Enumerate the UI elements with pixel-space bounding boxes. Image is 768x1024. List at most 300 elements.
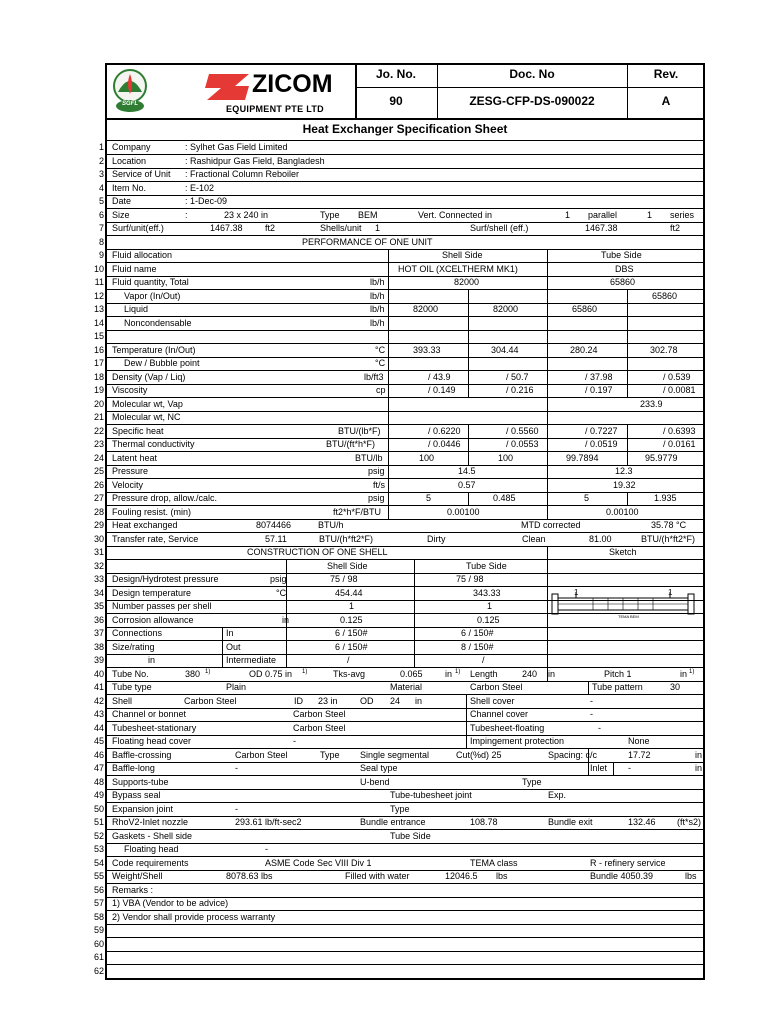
row-40-cell: Tube No. (112, 668, 149, 679)
row-rule (105, 478, 705, 479)
row-19-cell: / 0.149 (428, 385, 456, 395)
row-rule (105, 951, 705, 952)
row-55-cell: lbs (685, 871, 697, 881)
row-rule (105, 681, 705, 682)
row-19-cell: / 0.216 (506, 385, 534, 395)
row-number: 44 (93, 722, 104, 733)
row-16-cell: Temperature (In/Out) (112, 344, 196, 355)
row-rule (105, 424, 705, 425)
row-51-cell: 108.78 (470, 817, 498, 827)
row-number: 31 (93, 547, 104, 557)
row-number: 10 (93, 263, 104, 274)
row-16-cell: 393.33 (413, 344, 441, 355)
row-18-cell: lb/ft3 (364, 371, 384, 382)
row-42-cell: Shell (112, 695, 133, 706)
row-1-cell: : Sylhet Gas Field Limited (185, 142, 288, 152)
row-26-cell: ft/s (373, 479, 386, 490)
row-27-cell: psig (368, 493, 385, 503)
row-51-cell: (ft*s2) (677, 817, 702, 827)
row-45-cell: Floating head cover (112, 736, 192, 746)
row-rule (105, 168, 705, 169)
row-13-cell: lb/h (370, 304, 385, 314)
row-number: 19 (93, 385, 104, 395)
row-40-cell: 1) (302, 668, 308, 675)
row-53-cell: - (265, 844, 268, 854)
row-14-cell: lb/h (370, 317, 385, 328)
row-number: 12 (93, 290, 104, 301)
row-50-cell: - (235, 803, 238, 814)
row-number: 14 (93, 317, 104, 328)
row-rule (105, 883, 705, 884)
row-rule (105, 775, 705, 776)
row-21-cell: Molecular wt, NC (112, 412, 181, 422)
row-40-cell: Pitch 1 (604, 668, 632, 679)
row-52-cell: Gaskets - Shell side (112, 830, 193, 841)
row-48-cell: U-bend (360, 776, 390, 787)
row-rule (105, 748, 705, 749)
row-rule (105, 897, 705, 898)
row-16-cell: 304.44 (491, 344, 519, 355)
row-4-cell: : E-102 (185, 182, 215, 193)
row-rule (105, 924, 705, 925)
row-30-cell: Dirty (427, 533, 446, 544)
row-57-cell: 1) VBA (Vendor to be advice) (112, 898, 229, 908)
row-38-cell: Out (226, 641, 241, 652)
row-rule (105, 370, 705, 371)
row-number: 21 (93, 412, 104, 422)
row-53-cell: Floating head (124, 844, 179, 854)
row-4-cell: Item No. (112, 182, 147, 193)
row-10-cell: Fluid name (112, 263, 157, 274)
row-33-cell: 75 / 98 (456, 574, 484, 584)
row-42-cell: ID (294, 695, 303, 706)
row-19-cell: Viscosity (112, 385, 148, 395)
row-23-cell: / 0.0553 (506, 439, 539, 449)
row-number: 56 (93, 884, 104, 895)
row-45-cell: None (628, 736, 650, 746)
row-29-cell: 8074466 (256, 520, 292, 530)
row-number: 52 (93, 830, 104, 841)
row-41-cell: Tube pattern (592, 682, 643, 692)
row-16-cell: 280.24 (570, 344, 598, 355)
row-rule (105, 667, 705, 668)
col-rule (588, 681, 589, 695)
row-16-cell: 302.78 (650, 344, 678, 355)
row-number: 49 (93, 790, 104, 800)
row-33-cell: Design/Hydrotest pressure (112, 574, 219, 584)
row-46-cell: in (695, 749, 703, 760)
row-rule (105, 654, 705, 655)
row-24-cell: BTU/lb (355, 452, 383, 463)
row-54-cell: Code requirements (112, 857, 189, 868)
row-40-cell: 380 (185, 668, 201, 679)
row-number: 50 (93, 803, 104, 814)
row-20-cell: 233.9 (640, 398, 663, 409)
row-24-cell: 100 (498, 452, 514, 463)
row-47-cell: - (628, 763, 631, 773)
row-55-cell: 12046.5 (445, 871, 478, 881)
row-rule (105, 802, 705, 803)
row-number: 26 (93, 479, 104, 490)
row-rule (105, 451, 705, 452)
row-number: 23 (93, 439, 104, 449)
row-51-cell: Bundle exit (548, 817, 593, 827)
row-rule (105, 303, 705, 304)
exchanger-sketch (548, 584, 703, 629)
row-24-cell: 100 (419, 452, 435, 463)
row-rule (105, 762, 705, 763)
row-7-cell: 1467.38 (210, 223, 243, 233)
row-24-cell: 95.9779 (645, 452, 678, 463)
row-2-cell: : Rashidpur Gas Field, Bangladesh (185, 155, 325, 166)
row-number: 11 (94, 277, 104, 287)
row-38-cell: 8 / 150# (461, 641, 494, 652)
row-41-cell: Plain (226, 682, 247, 692)
row-48-cell: Type (522, 776, 542, 787)
row-29-cell: 35.78 °C (651, 520, 687, 530)
row-rule (105, 505, 705, 506)
row-rule (105, 465, 705, 466)
row-40-cell: OD 0.75 in (249, 668, 293, 679)
row-43-cell: - (590, 709, 593, 719)
row-35-cell: Number passes per shell (112, 601, 212, 611)
row-23-cell: Thermal conductivity (112, 439, 195, 449)
row-50-cell: Type (390, 803, 410, 814)
row-18-cell: / 37.98 (585, 371, 613, 382)
row-42-cell: - (590, 695, 593, 706)
col-rule (613, 762, 614, 776)
row-7-cell: 1467.38 (585, 223, 618, 233)
row-number: 35 (93, 601, 104, 611)
row-2-cell: Location (112, 155, 147, 166)
row-33-cell: psig (270, 574, 287, 584)
row-27-cell: Pressure drop, allow./calc. (112, 493, 218, 503)
row-29-cell: Heat exchanged (112, 520, 178, 530)
row-rule (105, 829, 705, 830)
row-30-cell: 81.00 (589, 533, 612, 544)
row-18-cell: / 0.539 (663, 371, 691, 382)
row-number: 32 (93, 560, 104, 571)
row-55-cell: lbs (496, 871, 508, 881)
row-number: 7 (98, 223, 104, 233)
row-33-cell: 75 / 98 (330, 574, 358, 584)
row-rule (105, 816, 705, 817)
row-58-cell: 2) Vendor shall provide process warranty (112, 911, 276, 922)
row-27-cell: 0.485 (493, 493, 516, 503)
row-34-cell: 343.33 (473, 587, 501, 598)
row-49-cell: Tube-tubesheet joint (390, 790, 472, 800)
row-number: 13 (93, 304, 104, 314)
row-22-cell: / 0.6393 (663, 425, 696, 436)
row-number: 8 (98, 236, 104, 247)
row-44-cell: - (598, 722, 601, 733)
row-37-cell: In (226, 628, 234, 638)
row-number: 48 (93, 776, 104, 787)
col-rule (286, 560, 287, 668)
row-9-cell: Shell Side (442, 250, 483, 260)
row-rule (105, 438, 705, 439)
row-number: 39 (93, 655, 104, 665)
col-rule (627, 492, 628, 506)
row-rule (105, 249, 705, 250)
row-36-cell: 0.125 (340, 614, 363, 625)
row-27-cell: 5 (426, 493, 432, 503)
row-8-cell: PERFORMANCE OF ONE UNIT (302, 236, 433, 247)
row-24-cell: Latent heat (112, 452, 158, 463)
row-number: 1 (98, 142, 104, 152)
row-46-cell: Baffle-crossing (112, 749, 172, 760)
row-41-cell: Tube type (112, 682, 152, 692)
row-10-cell: HOT OIL (XCELTHERM MK1) (398, 263, 518, 274)
row-number: 28 (93, 506, 104, 517)
row-47-cell: - (235, 763, 238, 773)
row-number: 25 (93, 466, 104, 476)
row-rule (105, 492, 705, 493)
row-1-cell: Company (112, 142, 151, 152)
row-rule (105, 694, 705, 695)
row-7-cell: ft2 (670, 223, 681, 233)
sketch-label-1b: 1 (668, 588, 673, 597)
row-40-cell: Tks-avg (333, 668, 366, 679)
row-19-cell: / 0.197 (585, 385, 613, 395)
row-12-cell: Vapor (In/Out) (124, 290, 181, 301)
row-30-cell: Clean (522, 533, 546, 544)
row-12-cell: 65860 (652, 290, 678, 301)
row-12-cell: lb/h (370, 290, 385, 301)
row-36-cell: in (282, 614, 290, 625)
col-rule (388, 249, 389, 519)
col-rule (468, 492, 469, 506)
row-41-cell: Material (390, 682, 423, 692)
row-26-cell: Velocity (112, 479, 144, 490)
row-10-cell: DBS (615, 263, 634, 274)
row-number: 47 (93, 763, 104, 773)
row-number: 46 (93, 749, 104, 760)
row-42-cell: 23 in (318, 695, 338, 706)
company-name: ZICOM (252, 70, 333, 98)
row-51-cell: RhoV2-Inlet nozzle (112, 817, 189, 827)
row-46-cell: 17.72 (628, 749, 651, 760)
row-50-cell: Expansion joint (112, 803, 174, 814)
row-56-cell: Remarks : (112, 884, 154, 895)
row-number: 16 (93, 344, 104, 355)
row-22-cell: / 0.5560 (506, 425, 539, 436)
row-9-cell: Fluid allocation (112, 250, 173, 260)
row-41-cell: Carbon Steel (470, 682, 523, 692)
row-rule (105, 856, 705, 857)
row-6-cell: 23 x 240 in (224, 209, 269, 220)
row-6-cell: 1 (565, 209, 571, 220)
row-54-cell: ASME Code Sec VIII Div 1 (265, 857, 372, 868)
col-rule (222, 627, 223, 668)
row-25-cell: 12.3 (615, 466, 633, 476)
row-number: 30 (93, 533, 104, 544)
row-18-cell: / 50.7 (506, 371, 529, 382)
row-number: 38 (93, 641, 104, 652)
row-rule (105, 343, 705, 344)
row-23-cell: / 0.0519 (585, 439, 618, 449)
row-number: 2 (98, 155, 104, 166)
row-25-cell: Pressure (112, 466, 149, 476)
row-40-cell: 1) (455, 668, 461, 675)
row-rule (105, 546, 705, 547)
row-39-cell: Intermediate (226, 655, 277, 665)
row-27-cell: 5 (584, 493, 590, 503)
row-6-cell: Vert. Connected in (418, 209, 493, 220)
row-40-cell: 1) (689, 668, 695, 675)
row-13-cell: Liquid (124, 304, 149, 314)
row-35-cell: 1 (487, 601, 493, 611)
row-rule (105, 235, 705, 236)
row-rule (105, 208, 705, 209)
row-40-cell: 1) (205, 668, 211, 675)
header-bottom (105, 118, 705, 120)
row-7-cell: Surf/shell (eff.) (470, 223, 529, 233)
sketch-label-1a: 1 (574, 588, 579, 597)
row-number: 15 (93, 331, 104, 341)
row-51-cell: 132.46 (628, 817, 656, 827)
row-rule (105, 330, 705, 331)
row-42-cell: in (415, 695, 423, 706)
row-34-cell: 454.44 (335, 587, 363, 598)
row-number: 17 (93, 358, 104, 368)
row-37-cell: Connections (112, 628, 163, 638)
row-number: 24 (93, 452, 104, 463)
row-rule (105, 154, 705, 155)
row-rule (105, 532, 705, 533)
col-rule (627, 425, 628, 466)
row-number: 18 (93, 371, 104, 382)
row-rule (105, 910, 705, 911)
header-rule (355, 87, 705, 88)
row-number: 34 (93, 587, 104, 598)
row-48-cell: Supports-tube (112, 776, 169, 787)
row-11-cell: 65860 (610, 277, 636, 287)
row-42-cell: Carbon Steel (184, 695, 237, 706)
row-39-cell: / (347, 655, 350, 665)
row-14-cell: Noncondensable (124, 317, 192, 328)
row-35-cell: 1 (349, 601, 355, 611)
row-28-cell: 0.00100 (447, 506, 480, 517)
row-17-cell: °C (375, 358, 386, 368)
sheet-title: Heat Exchanger Specification Sheet (302, 122, 508, 136)
row-22-cell: / 0.6220 (428, 425, 461, 436)
row-rule (105, 276, 705, 277)
row-6-cell: BEM (358, 209, 378, 220)
row-rule (105, 708, 705, 709)
col-rule (466, 695, 467, 749)
row-43-cell: Carbon Steel (293, 709, 346, 719)
row-22-cell: Specific heat (112, 425, 164, 436)
row-7-cell: Surf/unit(eff.) (112, 223, 164, 233)
row-rule (105, 964, 705, 965)
row-number: 42 (93, 695, 104, 706)
row-number: 33 (93, 574, 104, 584)
sgfl-logo-text: SGFL (122, 101, 138, 107)
row-47-cell: Baffle-long (112, 763, 155, 773)
row-34-cell: °C (276, 587, 287, 598)
row-39-cell: / (482, 655, 485, 665)
row-30-cell: BTU/(h*ft2*F) (641, 533, 696, 544)
col-rule (468, 290, 469, 398)
row-number: 5 (98, 196, 104, 206)
row-44-cell: Tubesheet-floating (470, 722, 545, 733)
row-20-cell: Molecular wt, Vap (112, 398, 183, 409)
row-29-cell: BTU/h (318, 520, 344, 530)
row-26-cell: 0.57 (458, 479, 476, 490)
row-number: 20 (93, 398, 104, 409)
row-number: 53 (93, 844, 104, 854)
row-32-cell: Tube Side (466, 560, 507, 571)
row-27-cell: 1.935 (654, 493, 677, 503)
row-rule (105, 640, 705, 641)
row-number: 45 (93, 736, 104, 746)
zicom-logo-mark (205, 72, 253, 102)
row-51-cell: Bundle entrance (360, 817, 426, 827)
row-rule (105, 843, 705, 844)
row-rule (105, 357, 705, 358)
row-37-cell: 6 / 150# (461, 628, 494, 638)
row-number: 29 (93, 520, 104, 530)
row-9-cell: Tube Side (601, 250, 642, 260)
row-46-cell: Type (320, 749, 340, 760)
row-number: 41 (93, 682, 104, 692)
row-13-cell: 82000 (493, 304, 519, 314)
row-43-cell: Channel cover (470, 709, 529, 719)
row-25-cell: 14.5 (458, 466, 476, 476)
row-rule (105, 222, 705, 223)
row-54-cell: R - refinery service (590, 857, 666, 868)
row-number: 22 (93, 425, 104, 436)
row-3-cell: : Fractional Column Reboiler (185, 169, 300, 179)
row-7-cell: Shells/unit (320, 223, 362, 233)
row-7-cell: ft2 (265, 223, 276, 233)
row-36-cell: Corrosion allowance (112, 614, 194, 625)
col-rule (627, 290, 628, 398)
row-rule (105, 397, 705, 398)
jo-label: Jo. No. (375, 67, 416, 81)
row-36-cell: 0.125 (477, 614, 500, 625)
row-18-cell: Density (Vap / Liq) (112, 371, 186, 382)
row-37-cell: 6 / 150# (335, 628, 368, 638)
row-11-cell: 82000 (454, 277, 480, 287)
row-number: 4 (98, 182, 104, 193)
row-23-cell: / 0.0161 (663, 439, 696, 449)
company-sub: EQUIPMENT PTE LTD (226, 104, 324, 114)
row-11-cell: Fluid quantity, Total (112, 277, 189, 287)
row-16-cell: °C (375, 344, 386, 355)
row-rule (105, 262, 705, 263)
row-43-cell: Channel or bonnet (112, 709, 187, 719)
row-46-cell: Single segmental (360, 749, 430, 760)
row-52-cell: Tube Side (390, 830, 431, 841)
row-rule (105, 573, 705, 574)
row-6-cell: Type (320, 209, 340, 220)
row-5-cell: Date (112, 196, 132, 206)
row-46-cell: Spacing: c/c (548, 749, 598, 760)
row-rule (105, 721, 705, 722)
col-rule (414, 560, 415, 668)
row-3-cell: Service of Unit (112, 169, 171, 179)
row-number: 37 (93, 628, 104, 638)
row-rule (105, 316, 705, 317)
row-55-cell: Filled with water (345, 871, 410, 881)
row-rule (105, 789, 705, 790)
row-number: 6 (98, 209, 104, 220)
row-25-cell: psig (368, 466, 385, 476)
row-51-cell: 293.61 lb/ft-sec2 (235, 817, 302, 827)
row-6-cell: : (185, 209, 188, 220)
